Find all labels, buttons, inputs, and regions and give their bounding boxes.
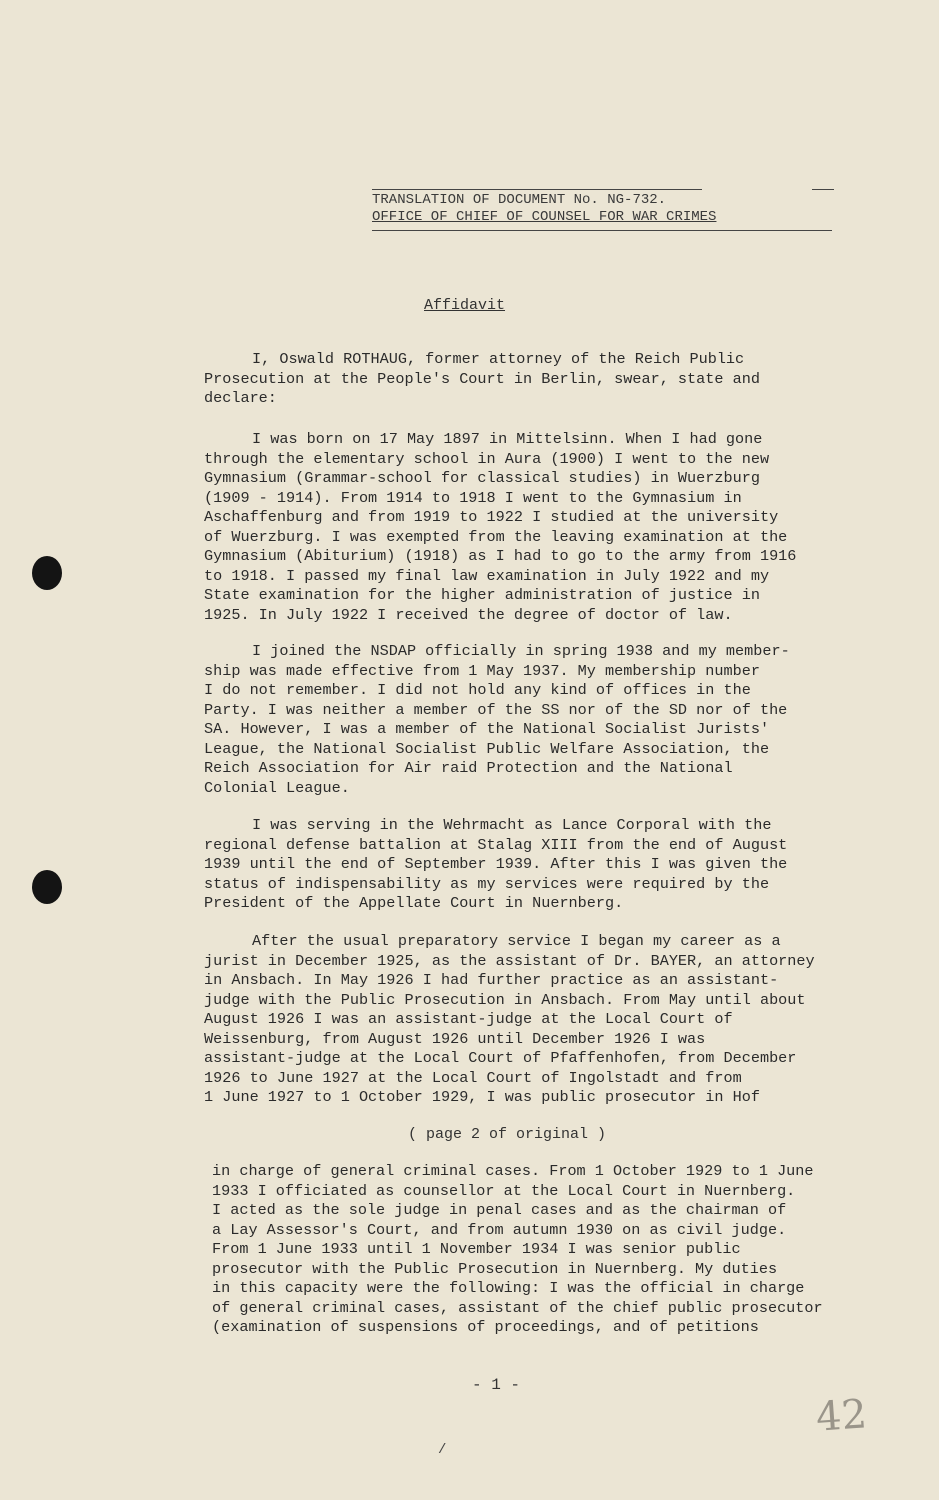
paragraph-education: I was born on 17 May 1897 in Mittelsinn. When I had gone through the elementary school in Aura (1900) I went to the new Gymnasium (Grammar-school for classical studies) in Wuerzburg (1909 - 1914). From 1914 to 1918 I went to the Gymnasium in Aschaffenburg and from 1919 to 1922 I studied at the university of Wuerzburg. I was exempted from the leaving examination at the Gymnasium (Abiturium) (1918) as I had to go to the army from 1916 to 1918. I passed my final law examination in July 1922 and my State examination for the higher administration of justice in 1925. In July 1922 I received the degree of doctor of law.: [204, 430, 797, 624]
header-rule-bottom: [372, 230, 832, 231]
header-rule-top: [372, 189, 702, 190]
paragraph-career: After the usual preparatory service I began my career as a jurist in December 1925, as the assistant of Dr. BAYER, an attorney in Ansbach. In May 1926 I had further practice as an assistant- judge with the Public Prosecution in Ansbach. From May until about August 1926 I was an assistant-judge at the Local Court of Weissenburg, from August 1926 until December 1926 I was assistant-judge at the Local Court of Pfaffenhofen, from December 1926 to June 1927 at the Local Court of Ingolstadt and from 1 June 1927 to 1 October 1929, I was public prosecutor in Hof: [204, 932, 815, 1106]
document-title: Affidavit: [424, 297, 506, 314]
paragraph-career-continued: in charge of general criminal cases. From 1 October 1929 to 1 June 1933 I officiated as counsellor at the Local Court in Nuernberg. I acted as the sole judge in penal cases and as the chairman of a Lay Assessor's Court, and from autumn 1930 on as civil judge. From 1 June 1933 until 1 November 1934 I was senior public prosecutor with the Public Prosecution in Nuernberg. My duties in this capacity were the following: I was the official in charge of general criminal cases, assistant of the chief public prosecutor (examination of suspensions of proceedings, and of petitions: [212, 1162, 823, 1336]
paragraph-military-service: I was serving in the Wehrmacht as Lance Corporal with the regional defense battalion at Stalag XIII from the end of August 1939 until the end of September 1939. After this I was given the status of indispensability as my services were required by the President of the Appellate Court in Nuernberg.: [204, 816, 788, 912]
paragraph-party-membership: I joined the NSDAP officially in spring 1938 and my member- ship was made effective from 1 May 1937. My membership number I do not remember. I did not hold any kind of offices in the Party. I was neither a member of the SS nor of the SD nor of the SA. However, I was a member of the National Socialist Jurists' League, the National Socialist Public Welfare Association, the Reich Association for Air raid Protection and the National Colonial League.: [204, 642, 790, 797]
handwritten-folio-number: 42: [814, 1391, 869, 1441]
punch-hole-upper: [32, 556, 62, 590]
header-office-line: OFFICE OF CHIEF OF COUNSEL FOR WAR CRIMES: [372, 209, 717, 225]
page-of-original-note: ( page 2 of original ): [408, 1126, 607, 1143]
document-header: [372, 192, 832, 226]
margin-mark: /: [438, 1442, 447, 1458]
header-rule-top-right: [812, 189, 834, 190]
page-number: - 1 -: [472, 1376, 521, 1394]
punch-hole-lower: [32, 870, 62, 904]
header-translation-line: TRANSLATION OF DOCUMENT No. NG-732.: [372, 192, 667, 208]
paragraph-oath: I, Oswald ROTHAUG, former attorney of the Reich Public Prosecution at the People's Court in Berlin, swear, state and declare:: [204, 350, 760, 407]
